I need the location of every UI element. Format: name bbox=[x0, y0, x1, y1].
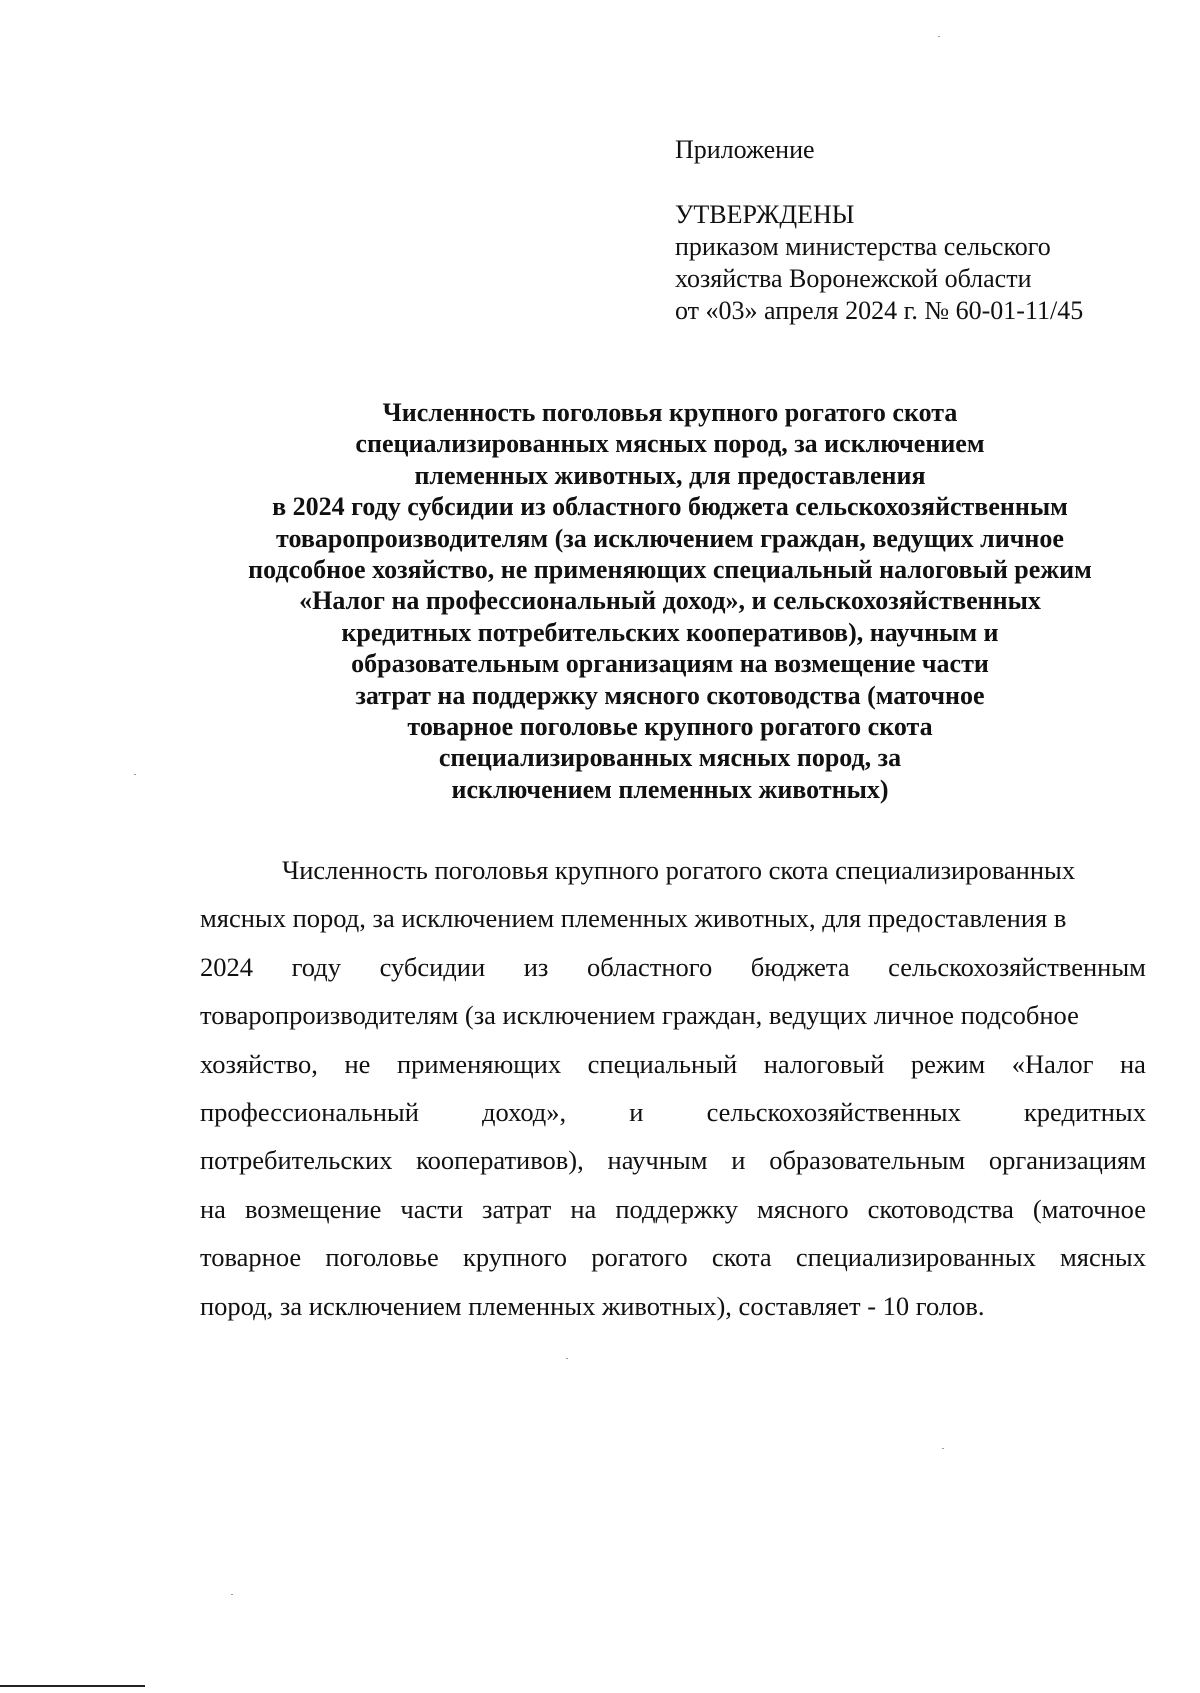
scan-speck bbox=[566, 1358, 568, 1359]
body-word: мясного bbox=[757, 1193, 849, 1224]
body-line-5 bbox=[200, 1040, 1146, 1088]
body-word: доход», bbox=[482, 1097, 567, 1128]
title-line: подсобное хозяйство, не применяющих специальный налоговый режим bbox=[248, 555, 1092, 585]
body-word: сельскохозяйственных bbox=[706, 1097, 961, 1128]
body-word: из bbox=[523, 951, 549, 982]
title-line: кредитных потребительских кооперативов), научным и bbox=[341, 617, 999, 647]
body-word: сельскохозяйственным bbox=[888, 951, 1146, 982]
body-word: скотоводства bbox=[867, 1193, 1014, 1224]
scan-speck bbox=[231, 1594, 233, 1595]
order-line-2: хозяйства Воронежской области bbox=[675, 264, 1032, 293]
title-line: в 2024 году субсидии из областного бюджета сельскохозяйственным bbox=[272, 492, 1068, 522]
body-word: потребительских bbox=[200, 1145, 393, 1176]
body-word: поголовье bbox=[325, 1242, 439, 1273]
title-line: специализированных мясных пород, за исключением bbox=[355, 429, 985, 459]
body-word: 2024 bbox=[200, 951, 253, 982]
body-word: образовательным bbox=[769, 1145, 966, 1176]
body-word: режим bbox=[910, 1048, 986, 1079]
scan-speck bbox=[134, 774, 136, 775]
body-line-7 bbox=[200, 1136, 1146, 1184]
body-word: кооперативов), bbox=[416, 1145, 584, 1176]
document-title bbox=[190, 397, 1150, 805]
body-word: (маточное bbox=[1032, 1193, 1146, 1224]
body-word: и bbox=[731, 1145, 746, 1176]
title-line: товарное поголовье крупного рогатого скота bbox=[407, 712, 933, 742]
body-word: применяющих bbox=[396, 1048, 562, 1079]
body-word: налоговый bbox=[763, 1048, 885, 1079]
body-line-1: Численность поголовья крупного рогатого скота специализированных bbox=[282, 855, 1076, 885]
body-word: мясных bbox=[1060, 1242, 1146, 1273]
title-line: образовательным организациям на возмещение части bbox=[351, 649, 989, 679]
body-word: затрат bbox=[482, 1193, 552, 1224]
body-line-9 bbox=[200, 1233, 1146, 1281]
approval-block bbox=[675, 134, 1083, 327]
body-word: бюджета bbox=[750, 951, 850, 982]
title-line: специализированных мясных пород, за bbox=[438, 743, 902, 773]
body-line-8 bbox=[200, 1185, 1146, 1233]
title-line: товаропроизводителям (за исключением граждан, ведущих личное bbox=[276, 523, 1064, 553]
body-word: крупного bbox=[462, 1242, 568, 1273]
body-line-4: товаропроизводителям (за исключением граждан, ведущих личное подсобное bbox=[200, 1000, 1079, 1031]
body-word: на bbox=[1120, 1048, 1146, 1079]
scan-speck bbox=[942, 1448, 944, 1449]
title-line: Численность поголовья крупного рогатого скота bbox=[382, 398, 958, 427]
body-word: части bbox=[400, 1193, 464, 1224]
body-word: научным bbox=[607, 1145, 708, 1176]
body-word: товарное bbox=[200, 1242, 302, 1273]
title-line: племенных животных, для предоставления bbox=[414, 460, 926, 490]
title-line: «Налог на профессиональный доход», и сельскохозяйственных bbox=[299, 586, 1041, 616]
body-word: не bbox=[344, 1048, 371, 1079]
body-word: возмещение bbox=[244, 1193, 382, 1224]
body-line-10: пород, за исключением племенных животных), составляет - 10 голов. bbox=[200, 1290, 985, 1321]
body-word: поддержку bbox=[615, 1193, 739, 1224]
bottom-rule bbox=[0, 1685, 145, 1687]
body-word: скота bbox=[711, 1242, 772, 1273]
body-word: году bbox=[291, 951, 341, 982]
body-word: специализированных bbox=[795, 1242, 1036, 1273]
body-line-3 bbox=[200, 943, 1146, 991]
body-word: рогатого bbox=[591, 1242, 688, 1273]
order-line-1: приказом министерства сельского bbox=[675, 232, 1051, 261]
title-line: затрат на поддержку мясного скотоводства (маточное bbox=[355, 680, 985, 710]
body-word: хозяйство, bbox=[200, 1048, 318, 1079]
scan-speck bbox=[938, 36, 940, 37]
body-line-2: мясных пород, за исключением племенных животных, для предоставления в bbox=[200, 903, 1067, 934]
order-line-3: от «03» апреля 2024 г. № 60-01-11/45 bbox=[675, 296, 1084, 325]
body-word: областного bbox=[586, 951, 713, 982]
body-paragraph bbox=[200, 846, 1146, 1330]
body-word: и bbox=[629, 1097, 644, 1128]
body-word: организациям bbox=[988, 1145, 1146, 1176]
body-word: на bbox=[200, 1193, 226, 1224]
body-line-6 bbox=[200, 1088, 1146, 1136]
title-line: исключением племенных животных) bbox=[451, 774, 889, 804]
body-word: на bbox=[570, 1193, 597, 1224]
body-word: субсидии bbox=[379, 951, 486, 982]
body-word: специальный bbox=[587, 1048, 738, 1079]
body-word: «Налог bbox=[1011, 1048, 1094, 1079]
body-word: кредитных bbox=[1023, 1097, 1146, 1128]
appendix-label: Приложение bbox=[675, 135, 815, 164]
body-word: профессиональный bbox=[200, 1097, 419, 1128]
approved-label: УТВЕРЖДЕНЫ bbox=[675, 200, 855, 229]
